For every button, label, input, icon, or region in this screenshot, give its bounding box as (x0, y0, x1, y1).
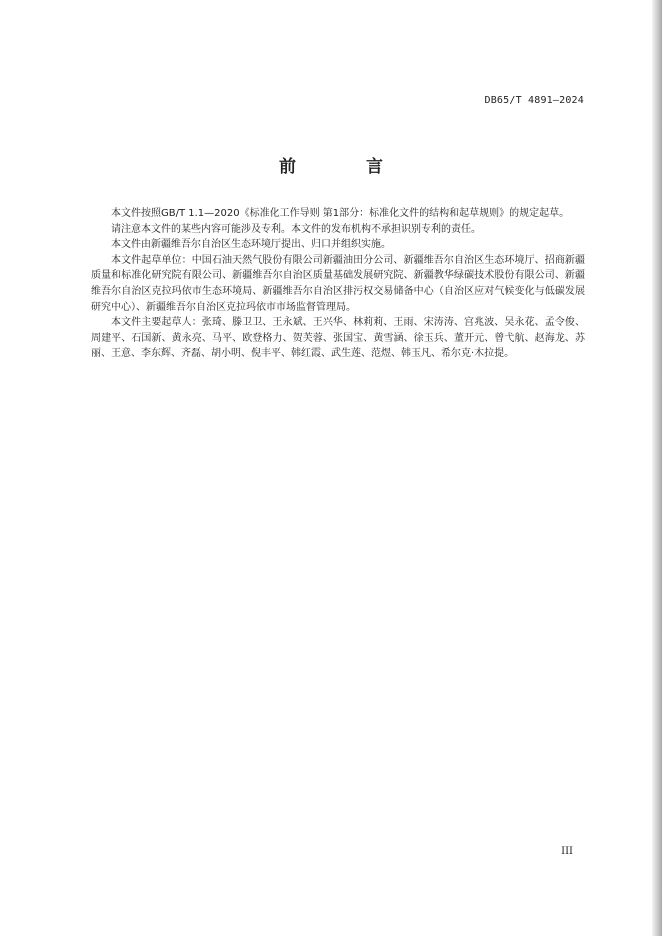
standard-number: DB65/T 4891—2024 (484, 95, 584, 106)
page-title: 前 言 (279, 157, 415, 177)
page-number: III (561, 846, 573, 857)
foreword-body (91, 206, 585, 362)
paragraph-drafting-rules: 本文件按照GB/T 1.1—2020《标准化工作导则 第1部分：标准化文件的结构和起草规则》的规定起草。 (111, 208, 570, 219)
paragraph-drafting-units: 本文件起草单位：中国石油天然气股份有限公司新疆油田分公司、新疆维吾尔自治区生态环境厅、招商新疆质量和标准化研究院有限公司、新疆维吾尔自治区质量基础发展研究院、新疆教华绿碳技术股份有限公司、新疆维吾尔自治区克拉玛依市生态环境局、新疆维吾尔自治区排污权交易储备中心（自治区应对气候变化与低碳发展研究中心）、新疆维吾尔自治区克拉玛依市市场监督管理局。 (91, 254, 585, 313)
scan-edge-shadow (652, 0, 662, 936)
paragraph-patent-notice: 请注意本文件的某些内容可能涉及专利。本文件的发布机构不承担识别专利的责任。 (111, 223, 481, 235)
paragraph-proposer: 本文件由新疆维吾尔自治区生态环境厅提出、归口并组织实施。 (111, 239, 391, 251)
paragraph-main-drafters: 本文件主要起草人：张琦、滕卫卫、王永斌、王兴华、林莉莉、王雨、宋涛涛、宫兆波、吴永花、孟令俊、周建平、石国新、黄永亮、马平、欧登格力、贺芙蓉、张国宝、黄雪涵、徐玉兵、董开元、曾弋航、赵海龙、苏丽、王意、李东辉、齐磊、胡小明、倪丰平、韩红霞、武生莲、范煜、韩玉凡、希尔克·木拉提。 (91, 317, 585, 360)
